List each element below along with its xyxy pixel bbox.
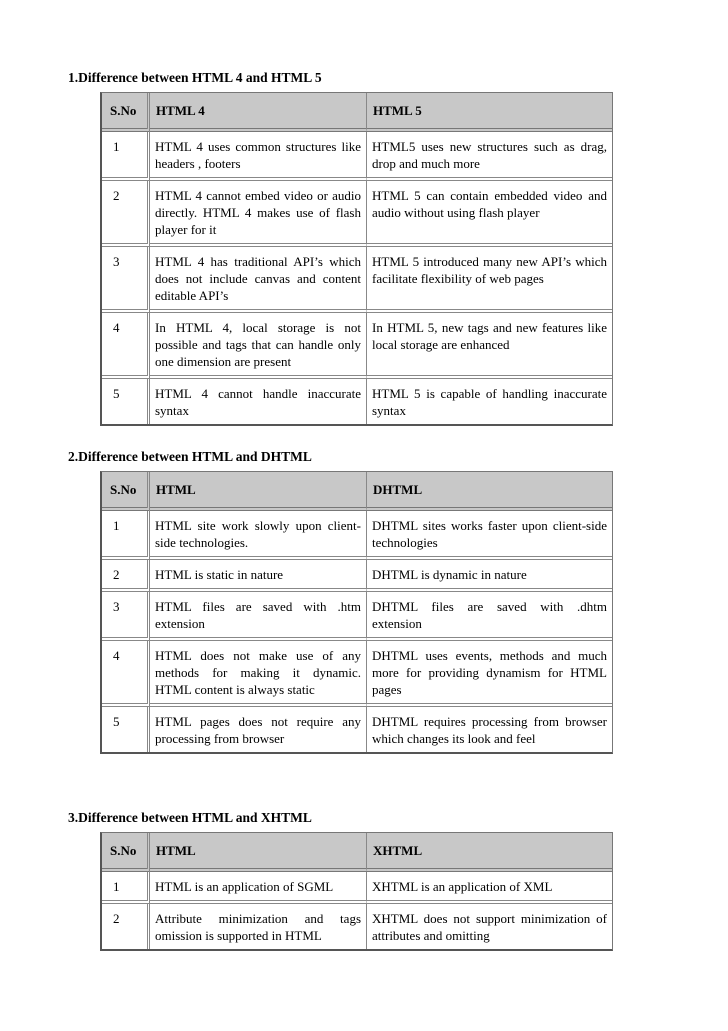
cell-sno: 4 [102,641,150,707]
table-row [102,379,612,424]
cell-sno: 3 [102,592,150,641]
section-title-html-vs-xhtml: 3.Difference between HTML and XHTML [68,810,312,825]
table-header-row [102,833,612,872]
cell-right: HTML 5 is capable of handling inaccurate syntax [372,386,607,418]
cell-right: In HTML 5, new tags and new features like local storage are enhanced [367,313,612,379]
cell-left: HTML site work slowly upon client-side technologies. [150,511,367,560]
table-row [102,132,612,181]
table-row [102,511,612,560]
table-row [102,247,612,313]
cell-left: HTML is an application of SGML [150,872,367,904]
cell-sno: 4 [102,313,150,379]
cell-right: XHTML is an application of XML [367,872,612,904]
cell-sno: 2 [102,560,150,592]
cell-sno: 1 [102,132,150,181]
cell-right: DHTML files are saved with .dhtm extension [367,592,612,641]
comparison-table-html-vs-dhtml [100,471,613,754]
section-title-html4-vs-html5: 1.Difference between HTML 4 and HTML 5 [68,70,322,85]
table-row [102,181,612,247]
cell-left: HTML 4 cannot handle inaccurate syntax [150,379,367,424]
comparison-table-html4-vs-html5 [100,92,613,426]
section-title-html-vs-dhtml: 2.Difference between HTML and DHTML [68,449,312,464]
table-header-row [102,93,612,132]
header-right: DHTML [367,472,612,511]
header-left: HTML 4 [150,93,367,132]
cell-sno: 1 [102,872,150,904]
cell-sno: 5 [102,707,150,752]
cell-right: DHTML sites works faster upon client-side technologies [367,511,612,560]
cell-right: DHTML is dynamic in nature [367,560,612,592]
cell-left: HTML is static in nature [150,560,367,592]
cell-sno: 2 [102,904,150,949]
table-row [102,707,612,752]
header-sno: S.No [102,472,150,511]
cell-right: HTML5 uses new structures such as drag, drop and much more [367,132,612,181]
cell-right: HTML 5 can contain embedded video and audio without using flash player [367,181,612,247]
cell-left: HTML 4 has traditional API’s which does not include canvas and content editable API’s [150,247,367,313]
table-row [102,313,612,379]
cell-sno: 1 [102,511,150,560]
cell-sno: 2 [102,181,150,247]
cell-left: HTML does not make use of any methods for making it dynamic. HTML content is always static [150,641,367,707]
cell-left: HTML pages does not require any processing from browser [150,707,367,752]
cell-right: HTML 5 introduced many new API’s which facilitate flexibility of web pages [367,247,612,313]
header-right: HTML 5 [367,93,612,132]
cell-left: Attribute minimization and tags omission is supported in HTML [150,904,367,949]
comparison-table-html-vs-xhtml [100,832,613,951]
cell-left: HTML 4 cannot embed video or audio directly. HTML 4 makes use of flash player for it [150,181,367,247]
cell-left: HTML files are saved with .htm extension [150,592,367,641]
table-row [102,872,612,904]
cell-right: DHTML uses events, methods and much more for providing dynamism for HTML pages [367,641,612,707]
cell-left: HTML 4 uses common structures like headers , footers [150,132,367,181]
cell-left: In HTML 4, local storage is not possible and tags that can handle only one dimension are present [150,313,367,379]
table-row [102,641,612,707]
header-sno: S.No [102,833,150,872]
table-row [102,592,612,641]
header-left: HTML [150,833,367,872]
cell-sno: 5 [102,379,150,424]
table-row [102,904,612,949]
header-sno: S.No [102,93,150,132]
table-header-row [102,472,612,511]
header-right: XHTML [367,833,612,872]
cell-sno: 3 [102,247,150,313]
table-row [102,560,612,592]
cell-right: XHTML does not support minimization of attributes and omitting [372,911,607,943]
cell-right: DHTML requires processing from browser which changes its look and feel [372,714,607,746]
header-left: HTML [150,472,367,511]
